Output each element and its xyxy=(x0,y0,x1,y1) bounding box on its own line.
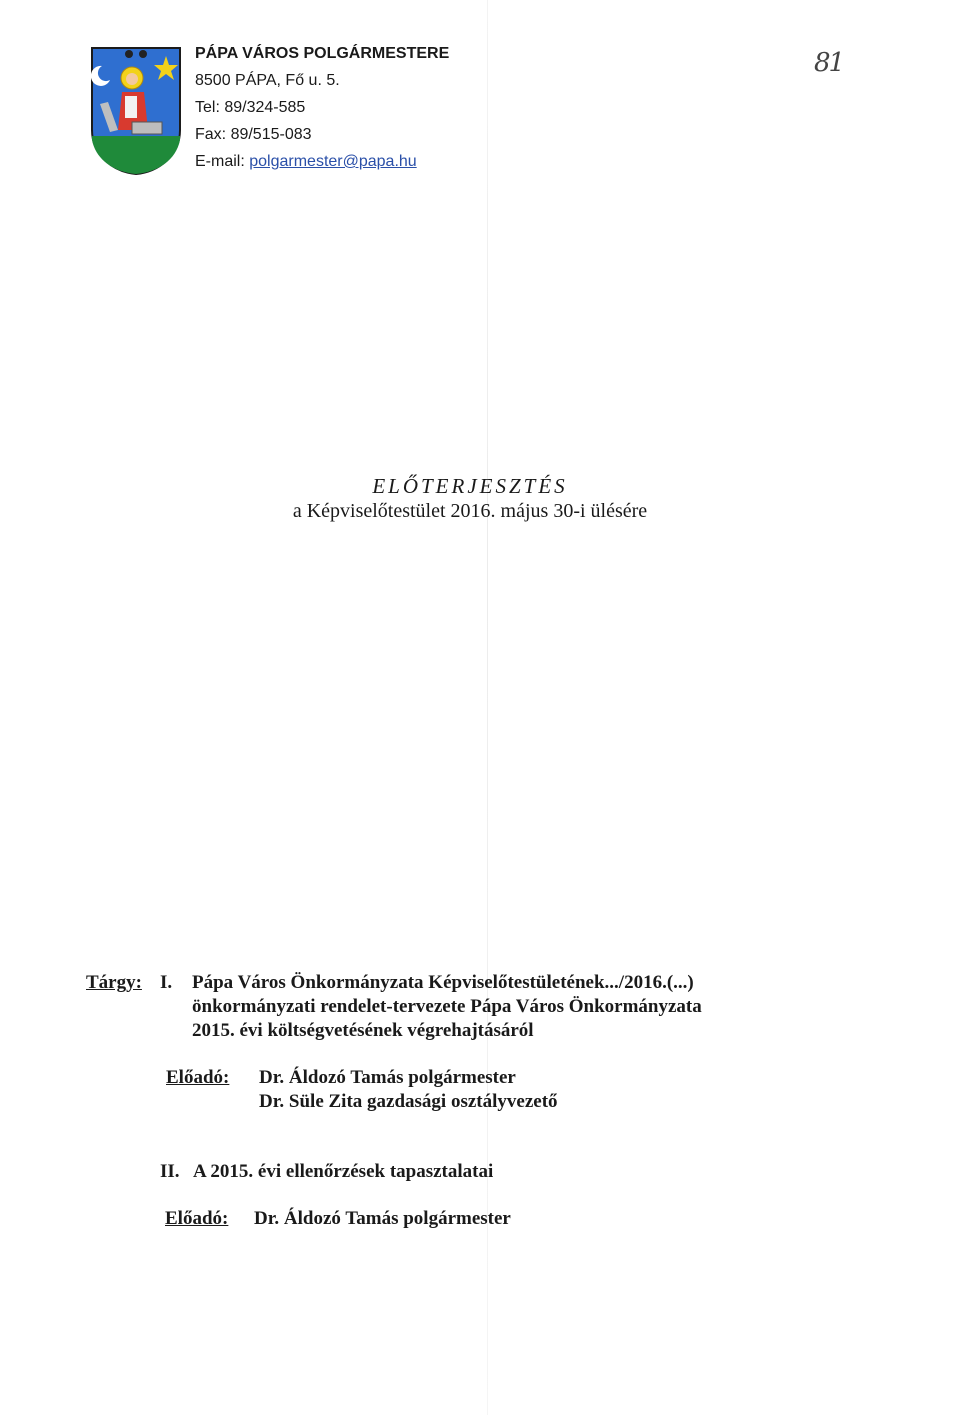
letterhead-tel: Tel: 89/324-585 xyxy=(195,99,306,116)
item1-line-3: 2015. évi költségvetésének végrehajtásáról xyxy=(192,1020,534,1041)
letterhead xyxy=(195,40,449,175)
letterhead-address: 8500 PÁPA, Fő u. 5. xyxy=(195,72,340,89)
letterhead-email-row xyxy=(195,148,449,175)
email-label: E-mail: xyxy=(195,153,250,170)
item2-presenter: Dr. Áldozó Tamás polgármester xyxy=(254,1208,511,1229)
item2-text: A 2015. évi ellenőrzések tapasztalatai xyxy=(193,1161,494,1182)
item1-line-2: önkormányzati rendelet-tervezete Pápa Város Önkormányzata xyxy=(192,996,702,1017)
item1-presenter-2: Dr. Süle Zita gazdasági osztályvezető xyxy=(259,1091,558,1112)
item1-presenter-1: Dr. Áldozó Tamás polgármester xyxy=(259,1067,516,1088)
proposal-subtitle: a Képviselőtestület 2016. május 30-i ülésére xyxy=(292,500,648,522)
subject-label: Tárgy: xyxy=(86,972,142,993)
item2-presenter-label: Előadó: xyxy=(165,1208,229,1229)
scan-fold-line xyxy=(487,0,488,1415)
handwritten-page-number: 81 xyxy=(814,48,844,78)
item1-presenter-label: Előadó: xyxy=(166,1067,230,1088)
email-link[interactable]: polgarmester@papa.hu xyxy=(249,153,417,170)
item2-number: II. xyxy=(160,1161,180,1182)
proposal-title: ELŐTERJESZTÉS xyxy=(372,474,568,498)
item1-number: I. xyxy=(160,972,173,993)
letterhead-fax: Fax: 89/515-083 xyxy=(195,126,312,143)
coat-of-arms-icon xyxy=(88,44,184,176)
item1-line-1: Pápa Város Önkormányzata Képviselőtestületének.../2016.(...) xyxy=(192,972,694,993)
letterhead-title: PÁPA VÁROS POLGÁRMESTERE xyxy=(195,45,450,62)
